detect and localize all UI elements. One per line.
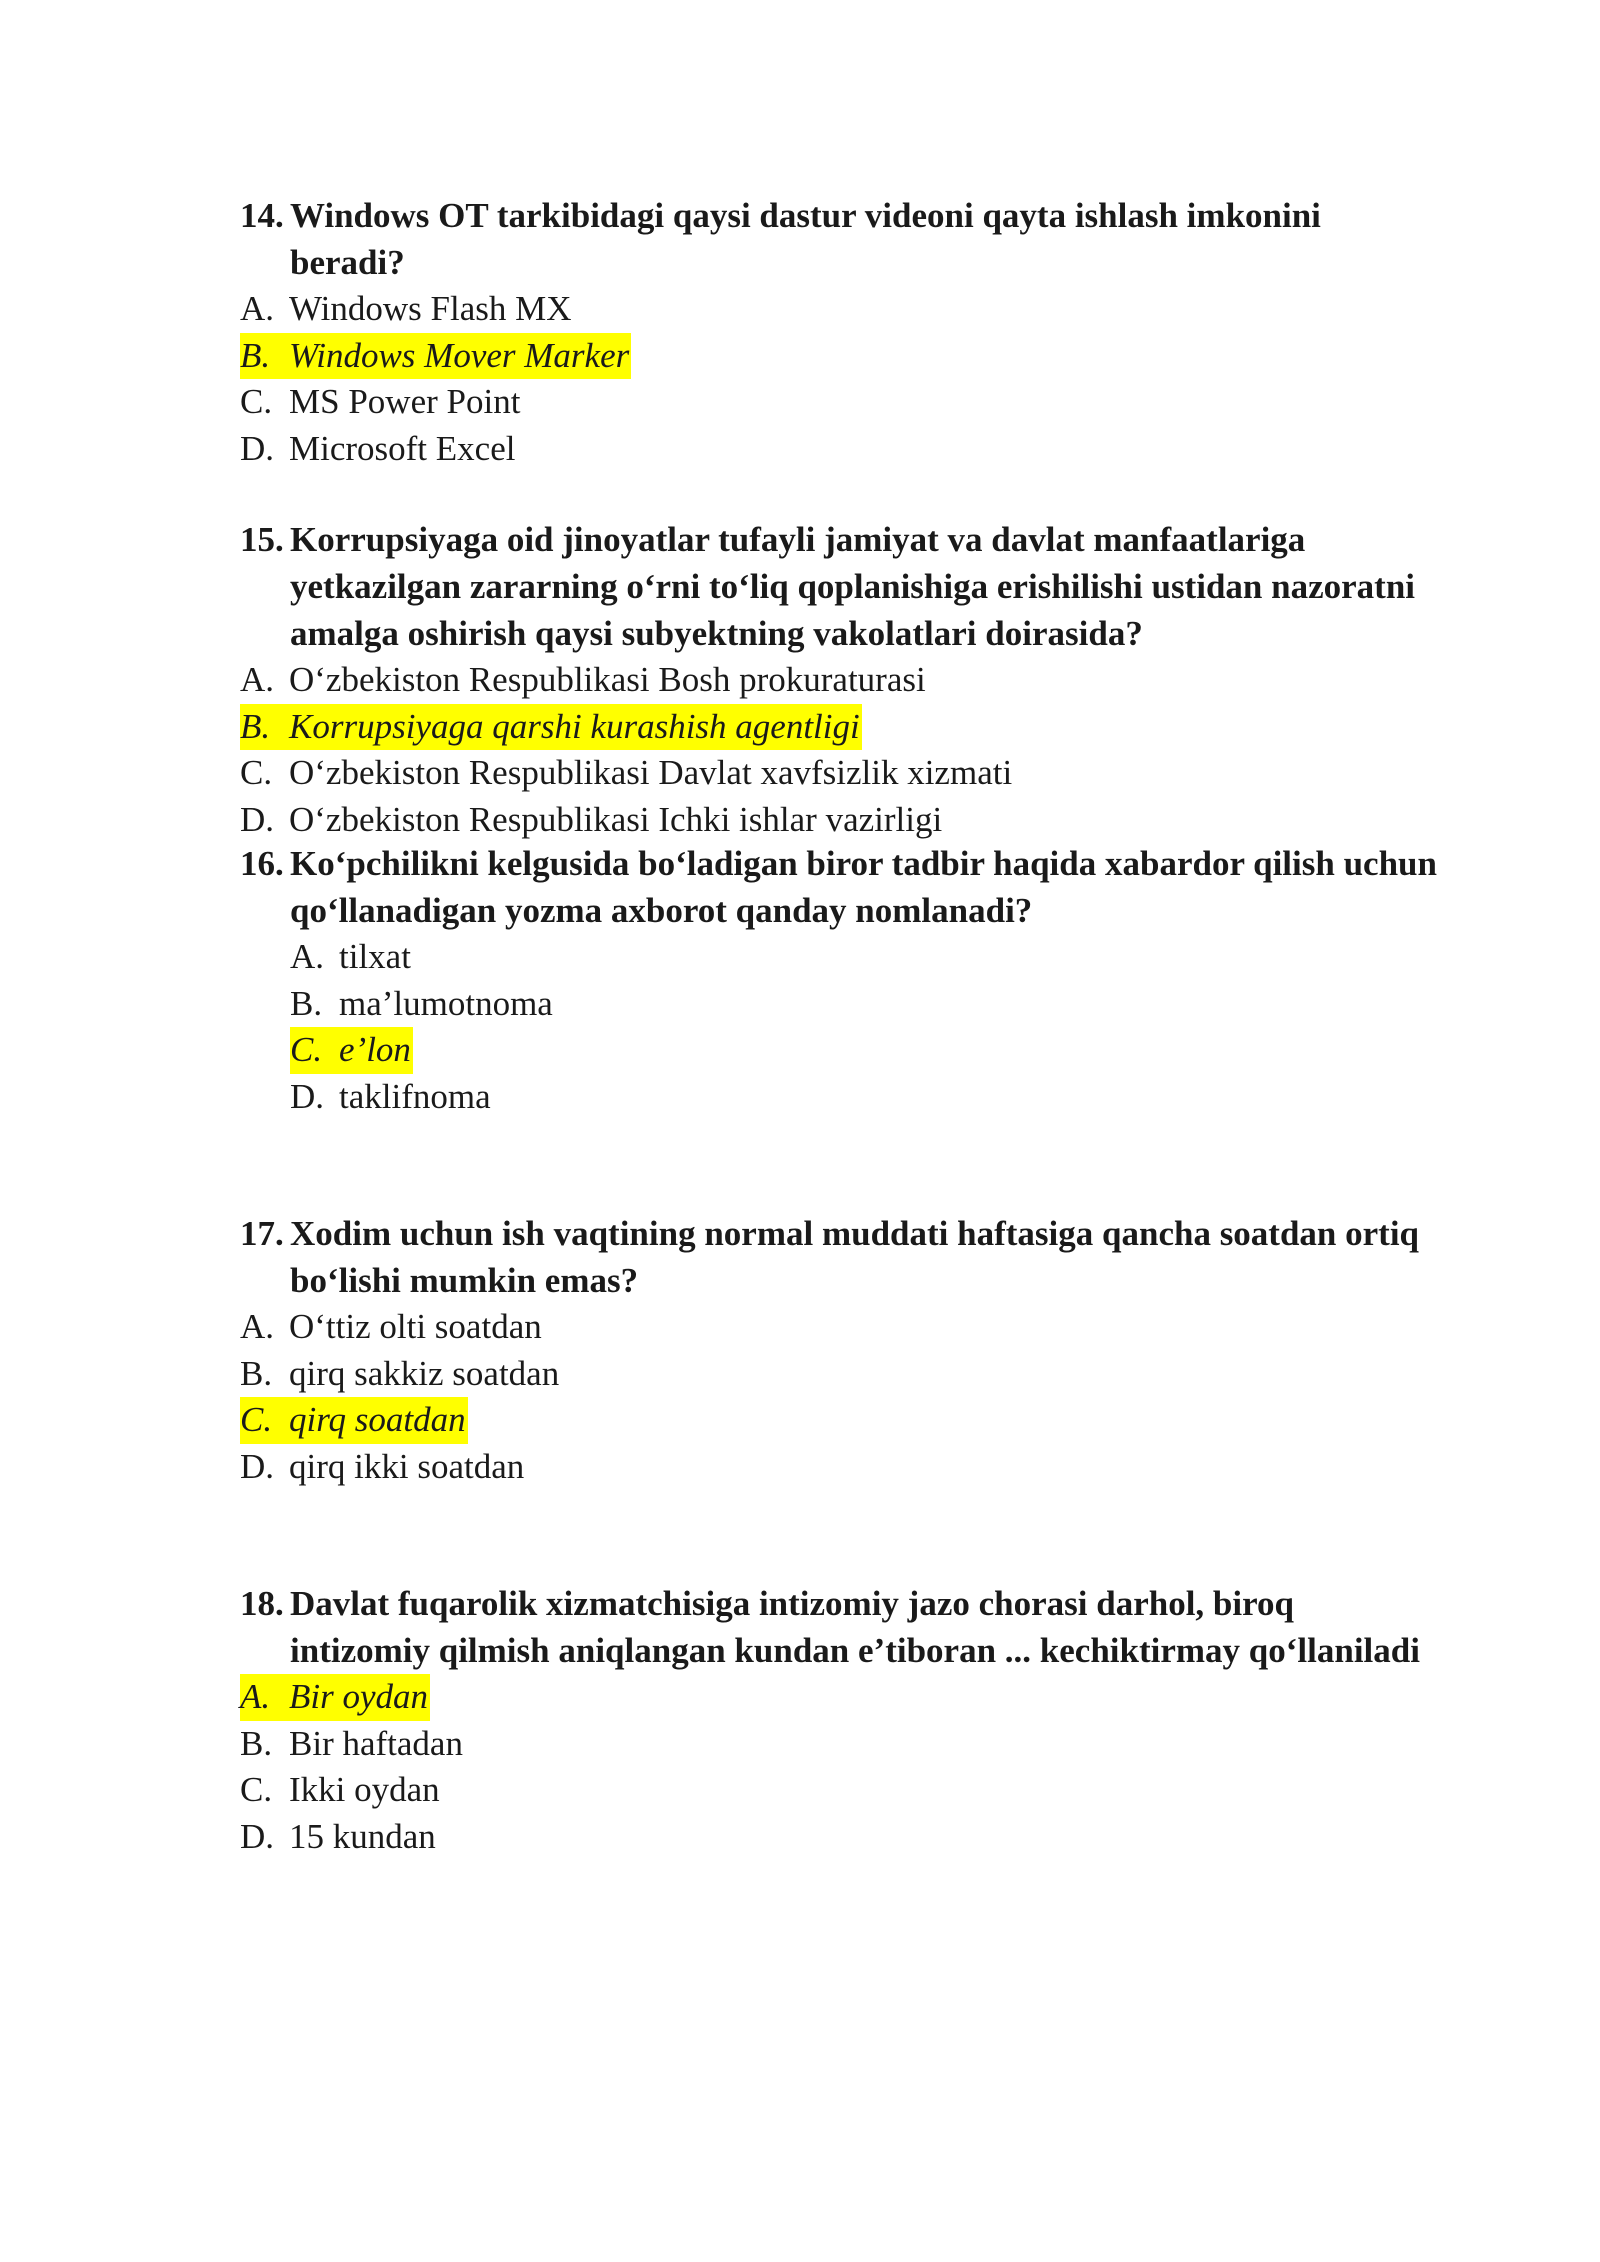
option-letter: D.	[240, 1446, 275, 1486]
option-text: qirq ikki soatdan	[289, 1446, 525, 1486]
option-letter: D.	[240, 428, 275, 468]
option-letter: B.	[240, 1353, 273, 1393]
option-letter: B.	[240, 1723, 273, 1763]
option-letter: C.	[240, 382, 273, 421]
question-number: 18.	[240, 1584, 284, 1623]
option-letter: B.	[240, 335, 271, 375]
answer-option-b	[240, 981, 1440, 1028]
option-text: qirq sakkiz soatdan	[289, 1353, 560, 1393]
option-text: Ikki oydan	[289, 1770, 440, 1809]
option-text: MS Power Point	[289, 382, 521, 421]
answer-option-d	[240, 1444, 1440, 1491]
question-number: 15.	[240, 520, 284, 559]
question-18	[240, 1580, 1440, 1860]
option-letter: D.	[240, 1816, 275, 1856]
answer-option-d	[240, 1814, 1440, 1861]
question-title	[240, 1580, 1440, 1674]
option-text: 15 kundan	[289, 1816, 436, 1856]
answer-option-d	[240, 1074, 1440, 1121]
question-text: Windows OT tarkibidagi qaysi dastur videoni qayta ishlash imkonini beradi?	[290, 196, 1321, 282]
option-letter: D.	[290, 1076, 325, 1116]
question-14	[240, 192, 1440, 472]
answer-option-b-correct	[240, 704, 1440, 751]
option-letter: A.	[240, 660, 275, 699]
answer-option-b	[240, 1351, 1440, 1398]
answer-option-c	[240, 1767, 1440, 1814]
option-letter: B.	[290, 983, 323, 1023]
option-letter: A.	[240, 1677, 271, 1716]
option-text: O‘zbekiston Respublikasi Bosh prokuraturasi	[289, 660, 926, 699]
option-letter: A.	[290, 937, 325, 976]
option-text: Microsoft Excel	[289, 428, 516, 468]
question-number: 14.	[240, 196, 284, 235]
option-text: O‘zbekiston Respublikasi Davlat xavfsizlik xizmati	[289, 753, 1013, 792]
option-text: Korrupsiyaga qarshi kurashish agentligi	[289, 706, 860, 746]
question-title	[240, 192, 1440, 286]
question-15	[240, 516, 1440, 843]
option-text: O‘ttiz olti soatdan	[289, 1307, 542, 1346]
option-letter: D.	[240, 799, 275, 839]
answer-option-a	[240, 1304, 1440, 1351]
question-text: Xodim uchun ish vaqtining normal muddati haftasiga qancha soatdan ortiq bo‘lishi mumkin emas?	[290, 1214, 1420, 1300]
option-text: e’lon	[339, 1030, 411, 1069]
option-text: Windows Mover Marker	[289, 335, 630, 375]
question-title	[240, 1210, 1440, 1304]
answer-option-d	[240, 797, 1440, 844]
option-letter: C.	[240, 1770, 273, 1809]
option-text: Windows Flash MX	[289, 289, 572, 328]
question-16	[240, 840, 1440, 1120]
answer-option-a	[240, 286, 1440, 333]
option-text: Bir oydan	[289, 1677, 429, 1716]
answer-option-a	[240, 934, 1440, 981]
answer-option-b-correct	[240, 333, 1440, 380]
question-text: Davlat fuqarolik xizmatchisiga intizomiy jazo chorasi darhol, biroq intizomiy qilmish aniqlangan kundan e’tiboran ... kechiktirmay qo‘llaniladi	[290, 1584, 1420, 1670]
question-17	[240, 1210, 1440, 1490]
option-letter: C.	[240, 753, 273, 792]
option-text: qirq soatdan	[289, 1400, 466, 1439]
answer-option-b	[240, 1721, 1440, 1768]
question-text: Ko‘pchilikni kelgusida bo‘ladigan biror tadbir haqida xabardor qilish uchun qo‘llanadigan yozma axborot qanday nomlanadi?	[290, 844, 1437, 930]
option-text: ma’lumotnoma	[339, 983, 553, 1023]
option-letter: C.	[240, 1400, 273, 1439]
answer-option-c	[240, 379, 1440, 426]
answer-option-a-correct	[240, 1674, 1440, 1721]
option-text: Bir haftadan	[289, 1723, 463, 1763]
option-text: taklifnoma	[339, 1076, 491, 1116]
question-number: 17.	[240, 1214, 284, 1253]
question-title	[240, 516, 1440, 657]
option-letter: A.	[240, 289, 275, 328]
option-letter: A.	[240, 1307, 275, 1346]
option-letter: C.	[290, 1030, 323, 1069]
question-title	[240, 840, 1440, 934]
answer-option-d	[240, 426, 1440, 473]
option-letter: B.	[240, 706, 271, 746]
option-text: O‘zbekiston Respublikasi Ichki ishlar vazirligi	[289, 799, 943, 839]
answer-option-c-correct	[240, 1397, 1440, 1444]
question-number: 16.	[240, 844, 284, 883]
question-text: Korrupsiyaga oid jinoyatlar tufayli jamiyat va davlat manfaatlariga yetkazilgan zararning o‘rni to‘liq qoplanishiga erishilishi ustidan nazoratni amalga oshirish qaysi subyektning vakolatlari doirasida?	[290, 520, 1416, 653]
answer-option-c	[240, 750, 1440, 797]
answer-option-a	[240, 657, 1440, 704]
option-text: tilxat	[339, 937, 411, 976]
answer-option-c-correct	[240, 1027, 1440, 1074]
